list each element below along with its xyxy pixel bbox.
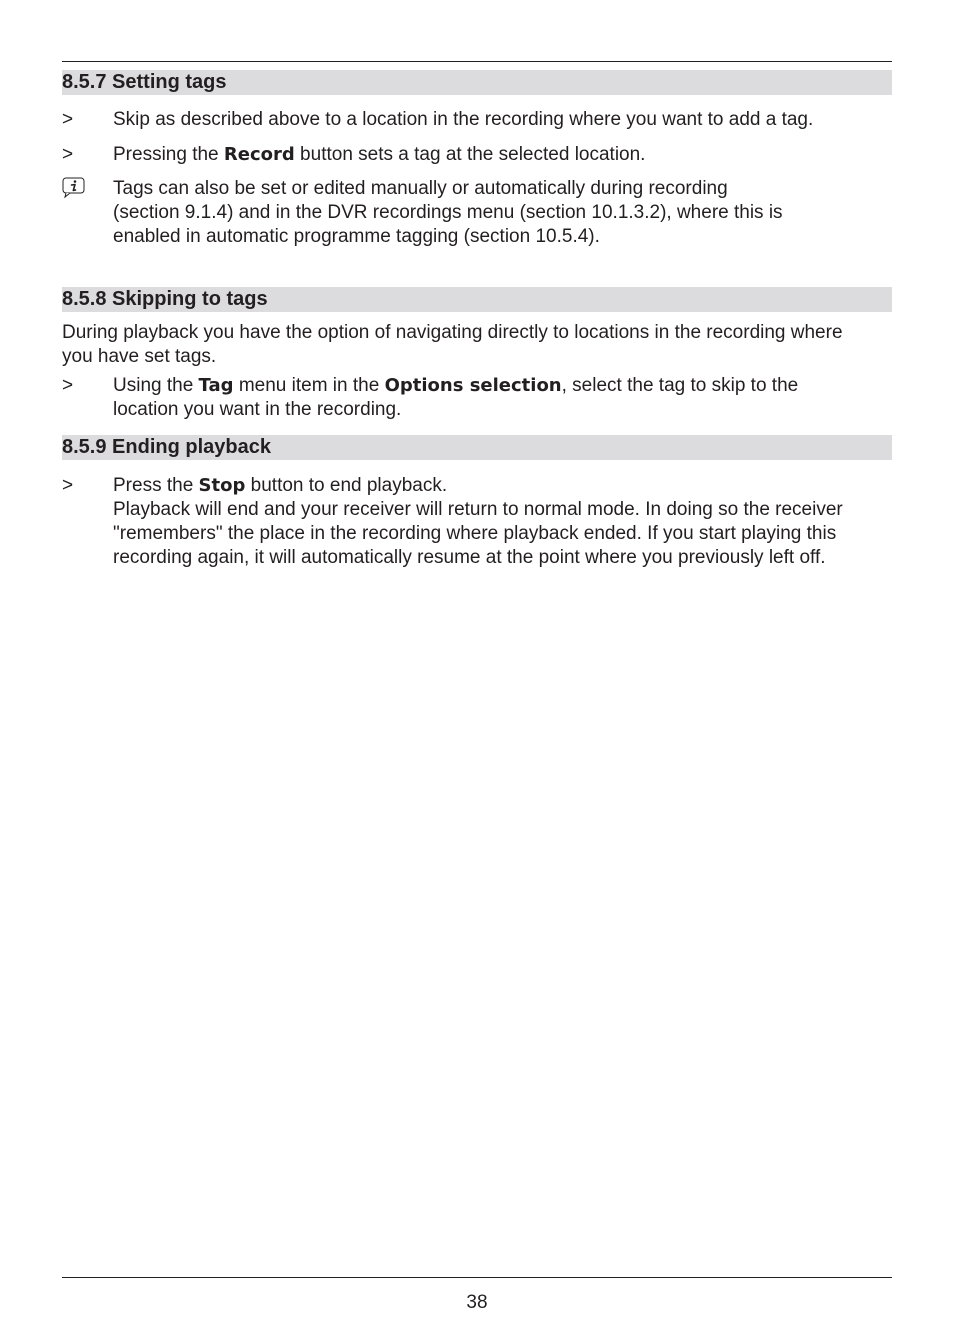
manual-page	[62, 0, 892, 1341]
note-line: enabled in automatic programme tagging (section 10.5.4).	[113, 226, 600, 247]
step-text-pre: Using the	[113, 375, 199, 396]
step-text	[113, 474, 892, 498]
section-heading-setting-tags: 8.5.7 Setting tags	[62, 70, 892, 95]
intro-line: During playback you have the option of navigating directly to locations in the recording where	[62, 322, 843, 343]
step-text-line2: location you want in the recording.	[113, 399, 402, 420]
step-detail-line: Playback will end and your receiver will return to normal mode. In doing so the receiver	[113, 499, 843, 520]
section-heading-ending-playback: 8.5.9 Ending playback	[62, 435, 892, 460]
footer-rule	[62, 1277, 892, 1278]
page-number: 38	[466, 1292, 488, 1313]
stop-button-label: Stop	[198, 475, 246, 496]
intro-line: you have set tags.	[62, 346, 217, 367]
step-marker: >	[62, 375, 74, 396]
step-marker: >	[62, 109, 74, 130]
step-text-post: button sets a tag at the selected location.	[294, 144, 646, 165]
step-detail-line: recording again, it will automatically resume at the point where you previously left off.	[113, 547, 826, 568]
record-button-label: Record	[223, 144, 295, 165]
step-text-pre: Press the	[113, 475, 199, 496]
step-text-post: , select the tag to skip to the	[561, 375, 799, 396]
step-marker: >	[62, 144, 74, 165]
step-text	[113, 143, 892, 167]
note-line: Tags can also be set or edited manually or automatically during recording	[113, 178, 728, 199]
intro-paragraph	[62, 321, 892, 369]
note-line: (section 9.1.4) and in the DVR recordings menu (section 10.1.3.2), where this is	[113, 202, 783, 223]
step-text-post: button to end playback.	[245, 475, 448, 496]
info-icon	[62, 177, 84, 199]
tag-menu-item-label: Tag	[198, 375, 234, 396]
step-text-mid: menu item in the	[233, 375, 385, 396]
step-marker: >	[62, 475, 74, 496]
step-text: Skip as described above to a location in the recording where you want to add a tag.	[113, 109, 814, 130]
options-selection-label: Options selection	[384, 375, 562, 396]
header-rule	[62, 61, 892, 62]
step-text-pre: Pressing the	[113, 144, 224, 165]
step-detail-line: "remembers" the place in the recording where playback ended. If you start playing this	[113, 523, 837, 544]
step-text	[113, 374, 892, 398]
section-heading-skipping-to-tags: 8.5.8 Skipping to tags	[62, 287, 892, 312]
